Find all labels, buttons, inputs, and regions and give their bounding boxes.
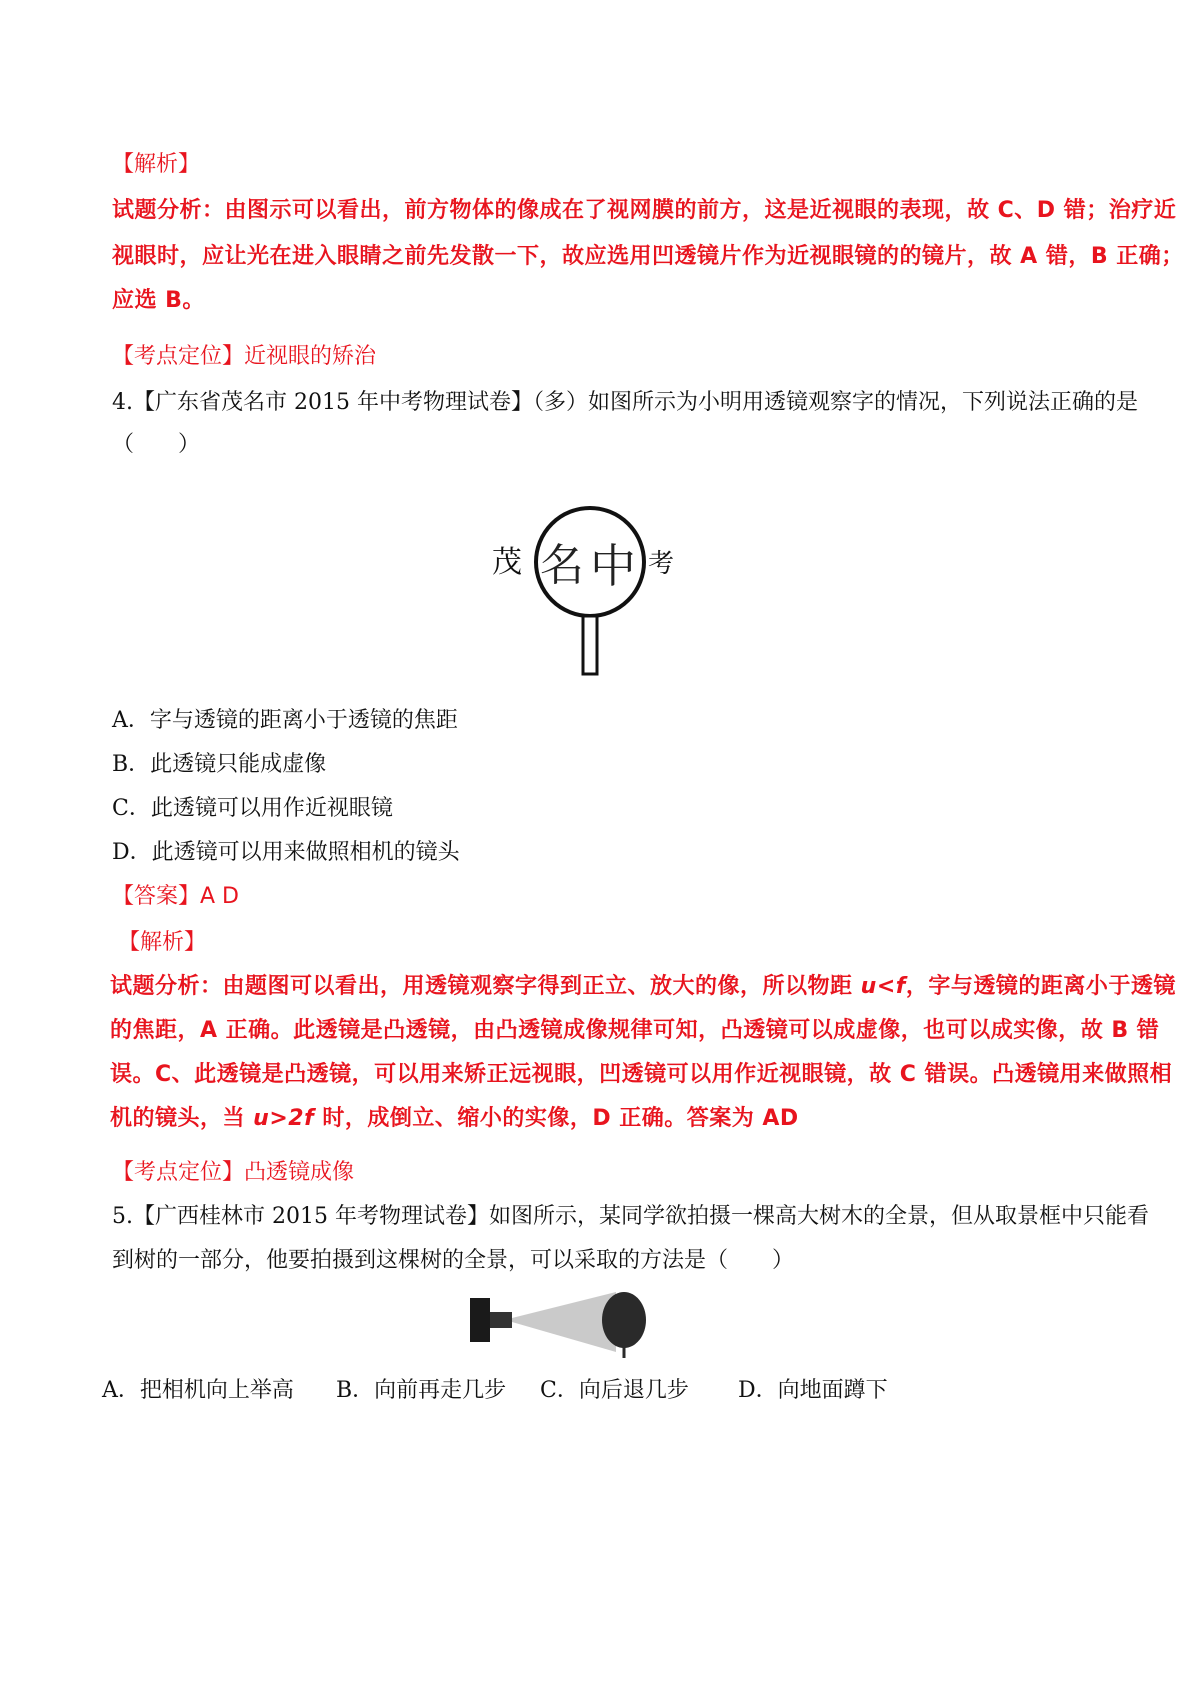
q5-stem-line-2: 到树的一部分，他要拍摄到这棵树的全景，可以采取的方法是（ ） bbox=[112, 1248, 795, 1273]
q4-option-c: C．此透镜可以用作近视眼镜 bbox=[112, 796, 393, 821]
q4-analysis-line-4 bbox=[110, 1104, 799, 1134]
kaodian-label: 【考点定位】 bbox=[112, 1160, 245, 1185]
q3-analysis-title: 【解析】 bbox=[112, 152, 201, 177]
answer-value: A D bbox=[200, 884, 239, 909]
kaodian-value: 近视眼的矫治 bbox=[244, 344, 377, 369]
q5-option-b: B．向前再走几步 bbox=[336, 1378, 507, 1403]
figure-char-zhong: 中 bbox=[590, 539, 636, 593]
q4-analysis-title: 【解析】 bbox=[118, 930, 207, 955]
analysis-text: 时，成倒立、缩小的实像，D 正确。答案为 AD bbox=[314, 1106, 799, 1131]
q4-analysis-line-2: 的焦距，A 正确。此透镜是凸透镜，由凸透镜成像规律可知，凸透镜可以成虚像，也可以成实像，故 B 错 bbox=[110, 1018, 1160, 1043]
q3-analysis-line-2: 视眼时，应让光在进入眼睛之前先发散一下，故应选用凹透镜片作为近视眼镜的的镜片，故 A 错，B 正确； bbox=[112, 244, 1184, 269]
figure-char-kao: 考 bbox=[648, 549, 675, 579]
q4-option-d: D．此透镜可以用来做照相机的镜头 bbox=[112, 840, 460, 865]
analysis-math: u<f bbox=[860, 974, 906, 999]
q5-option-c: C．向后退几步 bbox=[540, 1378, 689, 1403]
q3-analysis-line-1: 试题分析：由图示可以看出，前方物体的像成在了视网膜的前方，这是近视眼的表现，故 C、D 错；治疗近 bbox=[112, 198, 1177, 223]
q5-option-d: D．向地面蹲下 bbox=[738, 1378, 888, 1403]
analysis-text: 试题分析：由题图可以看出，用透镜观察字得到正立、放大的像，所以物距 bbox=[110, 974, 861, 999]
q3-analysis-line-3: 应选 B。 bbox=[112, 288, 205, 313]
figure-char-mao: 茂 bbox=[492, 545, 522, 580]
figure-char-ming: 名 bbox=[540, 540, 584, 591]
q3-kaodian bbox=[112, 342, 376, 372]
q5-option-a: A．把相机向上举高 bbox=[102, 1378, 294, 1403]
analysis-text: 机的镜头，当 bbox=[110, 1106, 254, 1131]
q4-analysis-line-3: 误。C、此透镜是凸透镜，可以用来矫正远视眼，凹透镜可以用作近视眼镜，故 C 错误。凸透镜用来做照相 bbox=[110, 1062, 1173, 1087]
q4-analysis-line-1 bbox=[110, 972, 1176, 1002]
analysis-math: u>2f bbox=[253, 1106, 315, 1131]
q4-stem-line-1: 4.【广东省茂名市 2015 年中考物理试卷】（多）如图所示为小明用透镜观察字的情况，下列说法正确的是 bbox=[112, 390, 1138, 415]
q5-stem-line-1: 5.【广西桂林市 2015 年考物理试卷】如图所示，某同学欲拍摄一棵高大树木的全景，但从取景框中只能看 bbox=[112, 1204, 1149, 1229]
view-cone bbox=[512, 1292, 616, 1352]
q4-answer bbox=[112, 882, 239, 912]
kaodian-label: 【考点定位】 bbox=[112, 344, 245, 369]
q4-kaodian bbox=[112, 1158, 354, 1188]
camera-lens bbox=[490, 1312, 512, 1328]
kaodian-value: 凸透镜成像 bbox=[244, 1160, 355, 1185]
q4-option-b: B．此透镜只能成虚像 bbox=[112, 752, 327, 777]
magnifier-figure bbox=[490, 500, 690, 700]
magnifier-handle bbox=[583, 616, 597, 674]
q4-stem-line-2: （ ） bbox=[112, 432, 201, 457]
camera-tree-figure bbox=[466, 1290, 656, 1362]
analysis-text: ，字与透镜的距离小于透镜 bbox=[905, 974, 1176, 999]
camera-body bbox=[470, 1298, 490, 1342]
q4-option-a: A．字与透镜的距离小于透镜的焦距 bbox=[112, 708, 458, 733]
answer-label: 【答案】 bbox=[112, 884, 201, 909]
